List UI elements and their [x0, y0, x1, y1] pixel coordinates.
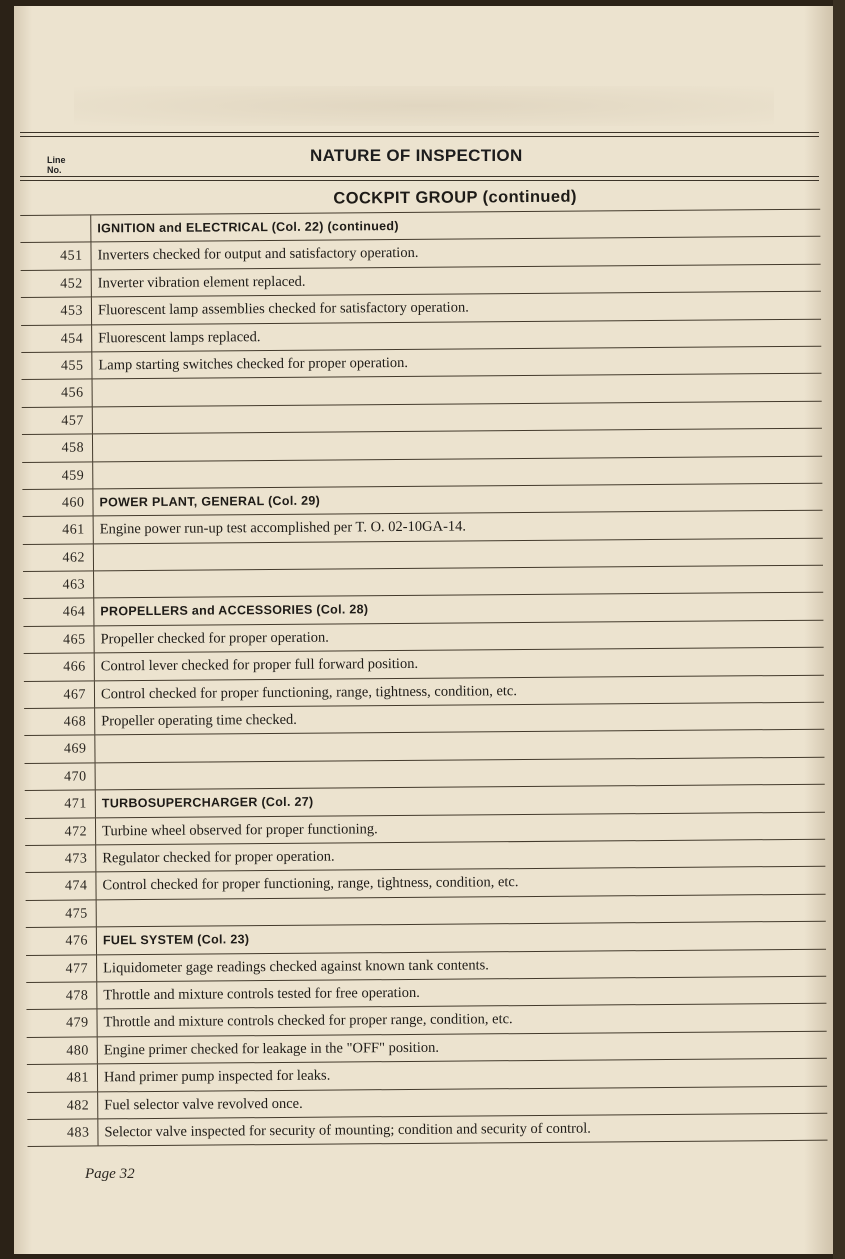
page-number: Page 32 [85, 1166, 135, 1182]
line-number: 457 [61, 413, 84, 429]
line-number: 468 [63, 714, 87, 730]
line-number: 475 [65, 906, 88, 922]
inspection-text: Selector valve inspected for security of mounting; condition and security of control. [97, 1114, 827, 1146]
inspection-text: Control checked for proper functioning, range, tightness, condition, etc. [94, 675, 824, 707]
inspection-text: Lamp starting switches checked for proper operation. [91, 347, 821, 379]
line-number: 481 [66, 1070, 90, 1086]
line-number: 458 [61, 440, 85, 456]
line-number: 474 [64, 878, 88, 895]
inspection-text: Control lever checked for proper full forward position. [94, 648, 824, 680]
line-number: 453 [60, 303, 84, 319]
line-number: 459 [61, 468, 85, 484]
paper-smudge [74, 86, 774, 126]
line-number: 454 [60, 331, 84, 347]
line-number: 464 [62, 604, 86, 621]
inspection-text: Hand primer pump inspected for leaks. [97, 1059, 827, 1091]
inspection-text: Liquidometer gage readings checked against known tank contents. [96, 949, 826, 981]
nature-of-inspection-header: NATURE OF INSPECTION [310, 146, 523, 165]
line-number: 480 [66, 1043, 89, 1059]
line-number: 469 [63, 741, 87, 758]
inspection-text: Inverters checked for output and satisfactory operation. [90, 237, 820, 269]
line-number: 466 [63, 659, 86, 675]
inspection-text: Inverter vibration element replaced. [91, 264, 821, 296]
inspection-text: Throttle and mixture controls tested for free operation. [96, 977, 826, 1009]
inspection-text: Engine primer checked for leakage in the "OFF" position. [97, 1031, 827, 1063]
line-number: 472 [64, 824, 88, 840]
inspection-text: Fluorescent lamps replaced. [91, 319, 821, 351]
line-number: 460 [61, 495, 85, 511]
line-number: 462 [62, 550, 85, 566]
section-heading: POWER PLANT, GENERAL (Col. 29) [92, 484, 822, 516]
section-heading: TURBOSUPERCHARGER (Col. 27) [95, 785, 825, 817]
header-rule-bottom [20, 176, 819, 177]
section-heading: IGNITION and ELECTRICAL (Col. 22) (continued) [90, 210, 820, 242]
line-number: 478 [65, 988, 89, 1004]
line-number [20, 215, 88, 242]
group-title: COCKPIT GROUP (continued) [333, 187, 577, 208]
book-edge [833, 0, 845, 1259]
line-number: 470 [64, 769, 87, 785]
inspection-table [20, 180, 828, 1148]
inspection-text: Regulator checked for proper operation. [95, 840, 825, 872]
line-number: 461 [62, 522, 85, 538]
header-rule-top-double [20, 136, 819, 137]
line-number: 451 [59, 248, 83, 265]
inspection-text: Throttle and mixture controls checked for proper range, condition, etc. [96, 1004, 826, 1036]
line-number: 473 [64, 851, 88, 867]
inspection-text: Fluorescent lamp assemblies checked for satisfactory operation. [91, 292, 821, 324]
line-number: 482 [66, 1097, 90, 1114]
line-number: 456 [61, 385, 84, 402]
line-number: 467 [63, 687, 87, 703]
line-number: 465 [63, 632, 86, 648]
inspection-text: Control checked for proper functioning, range, tightness, condition, etc. [95, 867, 825, 899]
line-no-header: Line No. [47, 155, 66, 175]
header-rule-top [20, 132, 819, 133]
inspection-text: Engine power run-up test accomplished per T. O. 02-10GA-14. [93, 511, 823, 543]
inspection-text: Propeller checked for proper operation. [93, 621, 823, 653]
line-number: 452 [60, 276, 83, 292]
line-number: 463 [62, 577, 86, 593]
inspection-text: Propeller operating time checked. [94, 703, 824, 735]
inspection-text: Fuel selector valve revolved once. [97, 1086, 827, 1118]
line-number: 476 [65, 933, 88, 949]
line-number: 455 [60, 358, 84, 374]
line-number: 479 [66, 1015, 89, 1031]
line-number: 471 [64, 796, 87, 812]
line-number: 477 [65, 961, 89, 977]
inspection-text: Turbine wheel observed for proper functioning. [95, 812, 825, 844]
line-number: 483 [66, 1125, 90, 1141]
section-heading: FUEL SYSTEM (Col. 23) [96, 922, 826, 954]
section-heading: PROPELLERS and ACCESSORIES (Col. 28) [93, 593, 823, 625]
